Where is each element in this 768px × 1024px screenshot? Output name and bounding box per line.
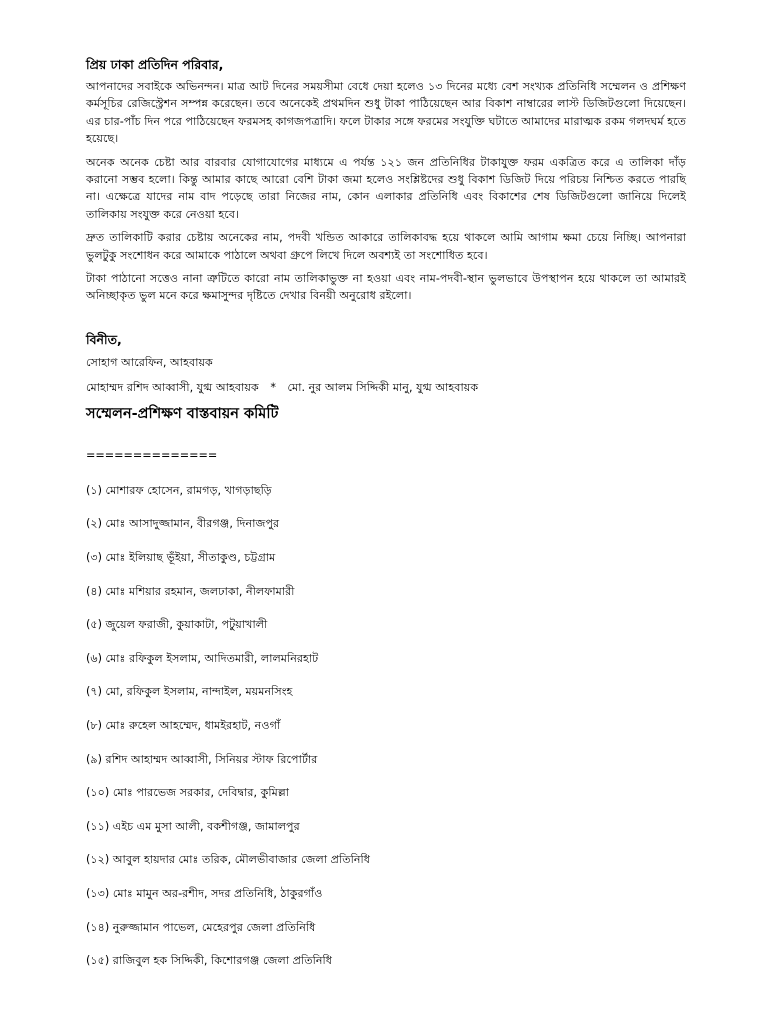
paragraph: অনেক অনেক চেষ্টা আর বারবার যোগাযোগের মাধ্যমে এ পর্যন্ত ১২১ জন প্রতিনিধির টাকাযুক্ত ফরম একত্রিত করে এ তালিকা দাঁড় করানো সম্ভব হলো। কিন্তু আমার কাছে আরো বেশি টাকা জমা হলেও সংশ্লিষ্টদের শুধু বিকাশ ডিজিট দিয়ে পরিচয় নিশ্চিত করতে পারছি না। এক্ষেত্রে যাদের নাম বাদ পড়েছে তারা নিজের নাম, কোন এলাকার প্রতিনিধি এবং বিকাশের শেষ ডিজিটগুলো জানিয়ে দিলেই তালিকায় সংযুক্ত করে নেওয়া হবে। [86,155,686,221]
paragraph: দ্রুত তালিকাটি করার চেষ্টায় অনেকের নাম, পদবী খন্ডিত আকারে তালিকাবদ্ধ হয়ে থাকলে আমি আগাম ক্ষমা চেয়ে নিচ্ছি। আপনারা ভুলটুকু সংশোধন করে আমাকে পাঠালে অথবা গ্রুপে লিখে দিলে অবশ্যই তা সংশোধিত হবে। [86,231,686,262]
list-item: (৮) মোঃ রুহেল আহম্মেদ, ধামইরহাট, নওগাঁ [86,719,281,733]
list-item: (১) মোশারফ হোসেন, রামগড়, খাগড়াছড়ি [86,483,272,497]
list-item: (৬) মোঃ রফিকুল ইসলাম, আদিতমারী, লালমনিরহাট [86,651,319,665]
list-item: (৫) জুয়েল ফরাজী, কুয়াকাটা, পটুয়াখালী [86,618,268,632]
member-list [86,483,686,987]
list-item: (১৩) মোঃ মামুন অর-রশীদ, সদর প্রতিনিধি, ঠাকুরগাঁও [86,887,323,900]
joint-conveners-line [86,379,686,396]
spacer [86,311,686,331]
joint-convener-1: মোহাম্মদ রশিদ আব্বাসী, যুগ্ম আহবায়ক [86,380,259,394]
salutation: প্রিয় ঢাকা প্রতিদিন পরিবার, [86,57,224,72]
paragraph: আপনাদের সবাইকে অভিনন্দন। মাত্র আট দিনের সময়সীমা বেধে দেয়া হলেও ১৩ দিনের মধ্যে বেশ সংখ্যক প্রতিনিধি সম্মেলন ও প্রশিক্ষণ কর্মসূচির রেজিস্ট্রেশন সম্পন্ন করেছেন। তবে অনেকেই প্রথমদিন শুধু টাকা পাঠিয়েছেন আর বিকাশ নাম্বারের লাস্ট ডিজিটগুলো দিয়েছেন। এর চার-পাঁচ দিন পরে পাঠিয়েছেন ফরমসহ কাগজপত্রাদি। ফলে টাকার সঙ্গে ফরমের সংযুক্তি ঘটাতে আমাদের মারাত্মক রকম গলদঘর্ম হতে হয়েছে। [86,80,686,146]
joint-convener-2: মো. নুর আলম সিদ্দিকী মানু, যুগ্ম আহবায়ক [287,380,479,394]
committee-title: সম্মেলন-প্রশিক্ষণ বাস্তবায়ন কমিটি [86,405,279,422]
list-item: (৯) রশিদ আহাম্মদ আব্বাসী, সিনিয়র স্টাফ রিপোর্টার [86,752,318,766]
list-item: (৭) মো, রফিকুল ইসলাম, নান্দাইল, ময়মনসিংহ [86,685,293,699]
divider-line: ============== [86,448,218,462]
list-item: (১২) আবুল হায়দার মোঃ তরিক, মৌলভীবাজার জেলা প্রতিনিধি [86,853,370,867]
list-item: (১৪) নুরুজ্জামান পাভেল, মেহেরপুর জেলা প্রতিনিধি [86,920,316,934]
list-item: (১১) এইচ এম মুসা আলী, বকশীগঞ্জ, জামালপুর [86,819,300,833]
list-item: (৩) মোঃ ইলিয়াছ ভূঁইয়া, সীতাকুণ্ড, চট্টগ্রাম [86,551,276,565]
list-item: (১৫) রাজিবুল হক সিদ্দিকী, কিশোরগঞ্জ জেলা প্রতিনিধি [86,954,332,968]
separator-star: * [270,380,276,394]
convener-line: সোহাগ আরেফিন, আহবায়ক [86,355,213,369]
signoff: বিনীত, [86,331,122,347]
document-page [86,56,686,987]
list-item: (৪) মোঃ মশিয়ার রহমান, জলঢাকা, নীলফামারী [86,584,295,598]
list-item: (১০) মোঃ পারভেজ সরকার, দেবিদ্বার, কুমিল্লা [86,786,290,800]
paragraph: টাকা পাঠানো সত্তেও নানা ত্রুটিতে কারো নাম তালিকাভুক্ত না হওয়া এবং নাম-পদবী-স্থান ভুলভাবে উপস্থাপন হয়ে থাকলে তা আমারই অনিচ্ছাকৃত ভুল মনে করে ক্ষমাসুন্দর দৃষ্টিতে দেখার বিনয়ী অনুরোধ রইলো। [86,272,686,303]
list-item: (২) মোঃ আসাদুজ্জামান, বীরগঞ্জ, দিনাজপুর [86,517,280,531]
